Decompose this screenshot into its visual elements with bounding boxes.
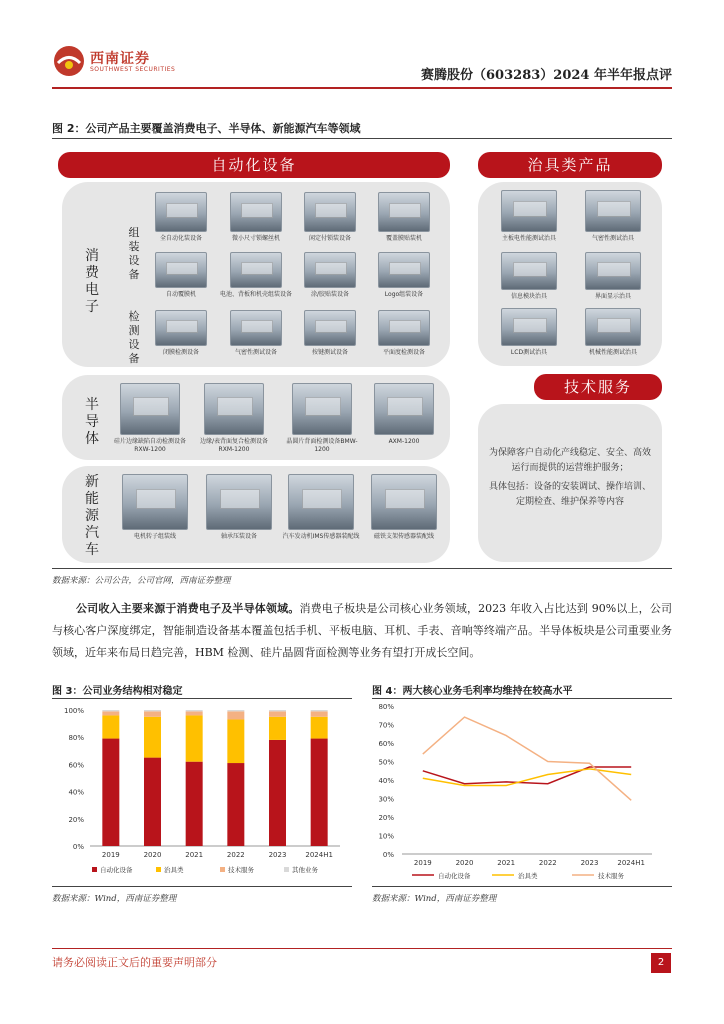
legend-swatch [92,867,97,872]
equipment-image-icon [155,310,207,346]
product-label: 界面显示治具 [594,293,631,300]
legend-label: 自动化设备 [100,866,133,874]
product-card [370,310,438,357]
product-label: AXM-1200 [388,438,420,445]
product-card [148,252,214,299]
y-tick-label: 40% [378,777,394,785]
x-tick-label: 2021 [185,851,204,859]
product-label: Logo组装设备 [384,291,424,298]
equipment-image-icon [304,252,356,288]
product-label: 微小尺寸锁螺丝机 [231,235,280,242]
equipment-image-icon [378,192,430,232]
fixture-image-icon [501,252,557,290]
figure4-source: 数据来源：Wind，西南证券整理 [372,894,497,904]
equipment-image-icon [206,474,272,530]
product-card [148,310,214,357]
equipment-image-icon [155,252,207,288]
bar-segment [311,717,328,739]
product-card [194,383,274,454]
equipment-image-icon [374,383,434,435]
product-card [282,474,360,541]
paragraph-body: 消费电子板块是公司核心业务领域，2023 年收入占比达到 90%以上，公司与核心客户深度绑定，智能制造设备基本覆盖包括手机、平板电脑、耳机、手表、音响等终端产品。半导体板块是公司重要业务领域，近年来布局日趋完善，HBM 检测、硅片晶圆背面检测等业务有望打开成长空间。 [52,602,673,659]
x-tick-label: 2020 [143,851,162,859]
equipment-image-icon [304,192,356,232]
bar-segment [186,710,203,711]
fixture-image-icon [501,190,557,232]
x-tick-label: 2023 [580,859,599,867]
label-semiconductor: 半导体 [85,397,99,447]
bar-segment [186,711,203,715]
figure3-top-rule [52,698,352,699]
product-label: 气密性测试设备 [234,349,277,356]
product-label: 机械性能测试治具 [588,349,637,356]
product-label: 信息模块治具 [510,293,547,300]
equipment-image-icon [155,192,207,232]
banner-automation: 自动化设备 [58,152,450,178]
product-label: 全自动化装设备 [159,235,202,242]
bar-segment [186,762,203,846]
product-card [220,310,292,357]
product-label: 气密性测试治具 [591,235,634,242]
y-tick-label: 70% [378,721,394,730]
figure3-source: 数据来源：Wind，西南证券整理 [52,894,177,904]
product-label: 主板电性能测试治具 [501,235,556,242]
y-tick-label: 80% [378,703,394,711]
product-card [574,190,652,243]
bar-segment [144,710,161,711]
product-label: LCD测试治具 [510,349,548,356]
equipment-image-icon [371,474,437,530]
product-label: 覆盖膜贴装机 [385,235,422,242]
bar-segment [102,715,119,738]
legend-swatch [220,867,225,872]
fixture-image-icon [501,308,557,346]
equipment-image-icon [204,383,264,435]
product-card [282,383,362,454]
series-line [423,717,631,800]
figure4-top-rule [372,698,672,699]
product-card [296,252,364,299]
y-tick-label: 0% [72,843,84,851]
product-label: 自动覆膜机 [165,291,196,298]
logo-name: 西南证券 [90,51,150,67]
report-title: 赛腾股份（603283）2024 年半年报点评 [421,68,672,83]
equipment-image-icon [230,310,282,346]
product-card [574,308,652,357]
product-card [370,192,438,243]
logo-subtitle: SOUTHWEST SECURITIES [90,66,176,73]
product-card [200,474,278,541]
equipment-image-icon [304,310,356,346]
product-card [296,192,364,243]
figure2-bottom-rule [52,568,672,569]
service-description-1: 为保障客户自动化产线稳定、安全、高效运行而提供的运营维护服务； [488,448,651,473]
x-tick-label: 2019 [413,859,432,867]
business-structure-chart [52,702,352,882]
bar-segment [269,710,286,711]
y-tick-label: 10% [378,832,394,841]
y-tick-label: 100% [63,707,84,715]
footer-notice: 请务必阅读正文后的重要声明部分 [52,956,217,969]
legend-label: 治具类 [164,866,184,874]
equipment-image-icon [230,252,282,288]
x-tick-label: 2024H1 [305,851,333,859]
y-tick-label: 60% [378,740,394,748]
product-card [574,252,652,301]
bar-segment [227,710,244,711]
legend-label: 自动化设备 [438,872,471,880]
equipment-image-icon [122,474,188,530]
product-label: 闲定付锁装设备 [308,235,351,242]
product-card [220,192,292,243]
footer-divider [52,948,672,949]
figure3-bottom-rule [52,886,352,887]
x-tick-label: 2021 [497,859,516,867]
equipment-image-icon [230,192,282,232]
x-tick-label: 2020 [455,859,474,867]
label-consumer-electronics: 消费电子 [85,248,99,315]
banner-tech-service: 技术服务 [534,374,662,400]
bar-segment [144,758,161,846]
figure2-top-rule [52,138,672,139]
x-tick-label: 2023 [268,851,287,859]
figure2-title: 图 2：公司产品主要覆盖消费电子、半导体、新能源汽车等领域 [52,122,361,135]
product-card [370,252,438,299]
product-card [364,474,444,541]
bar-segment [269,717,286,740]
product-label: 硅片边缘缺陷自动检测设备RXW-1200 [113,438,186,453]
equipment-image-icon [378,252,430,288]
bar-segment [102,711,119,715]
y-tick-label: 40% [68,788,84,797]
figure4-bottom-rule [372,886,672,887]
paragraph-lead: 公司收入主要来源于消费电子及半导体领域。 [76,602,300,615]
banner-fixtures: 治具类产品 [478,152,662,178]
product-label: 按键测试设备 [311,349,348,356]
series-line [423,767,631,784]
y-tick-label: 0% [382,851,394,859]
x-tick-label: 2022 [538,859,557,867]
bar-segment [102,739,119,846]
product-label: 汽车发动机IMS传感器装配线 [282,533,360,540]
legend-swatch [156,867,161,872]
product-card [116,474,194,541]
y-tick-label: 20% [68,815,84,824]
bar-segment [227,720,244,764]
product-label: 电池、背板和机壳组装设备 [219,291,292,298]
x-tick-label: 2022 [226,851,245,859]
bar-segment [102,710,119,711]
equipment-image-icon [292,383,352,435]
y-tick-label: 60% [68,761,84,770]
label-assembly: 组装设备 [128,226,140,281]
equipment-image-icon [288,474,354,530]
x-tick-label: 2019 [101,851,120,859]
product-card [366,383,442,446]
bar-segment [186,715,203,761]
header-divider [52,87,672,89]
product-label: 闭膜检测设备 [162,349,199,356]
y-tick-label: 30% [378,795,394,804]
fixture-image-icon [585,308,641,346]
product-card [490,308,568,357]
service-description-2: 具体包括：设备的安装调试、操作培训、定期检查、维护保养等内容 [488,482,651,507]
product-label: 轴承压装设备 [220,533,257,540]
legend-label: 其他业务 [292,866,318,874]
fixture-image-icon [585,190,641,232]
product-label: 电机转子组装线 [133,533,176,540]
legend-swatch [284,867,289,872]
product-label: 涂/胶贴装设备 [310,291,350,298]
body-paragraph [52,598,672,664]
bar-segment [269,740,286,846]
page-header [52,40,672,90]
page-number: 2 [651,953,671,973]
y-tick-label: 20% [378,814,394,822]
y-tick-label: 80% [68,734,84,743]
x-tick-label: 2024H1 [617,859,645,867]
legend-label: 技术服务 [598,872,624,880]
product-card [296,310,364,357]
bar-segment [227,763,244,846]
bar-segment [311,711,328,716]
legend-label: 治具类 [518,872,538,880]
label-testing: 检测设备 [128,310,140,365]
fixture-image-icon [585,252,641,290]
product-label: 平面度检测设备 [382,349,425,356]
bar-segment [227,711,244,719]
gross-margin-chart [372,702,672,882]
product-card [110,383,190,454]
equipment-image-icon [378,310,430,346]
figure2-source: 数据来源：公司公告，公司官网，西南证券整理 [52,576,231,586]
figure4-title: 图 4：两大核心业务毛利率均维持在较高水平 [372,686,573,697]
bar-segment [311,739,328,846]
product-label: 磁铁支架传感器装配线 [373,533,434,540]
product-label: 边缘/表背面复合检测设备RXM-1200 [199,438,269,453]
equipment-image-icon [120,383,180,435]
bar-segment [269,711,286,716]
product-card [490,252,568,301]
product-card [216,252,296,299]
bar-segment [311,710,328,711]
y-tick-label: 50% [378,758,394,767]
bar-segment [144,711,161,716]
label-new-energy: 新能源汽车 [85,474,99,558]
bar-segment [144,717,161,758]
southwest-securities-logo-icon [52,44,86,78]
product-label: 晶圆片背面检测设备BMW-1200 [286,438,358,453]
product-card [490,190,568,243]
figure3-title: 图 3：公司业务结构相对稳定 [52,686,183,697]
legend-label: 技术服务 [228,866,254,874]
product-card [148,192,214,243]
